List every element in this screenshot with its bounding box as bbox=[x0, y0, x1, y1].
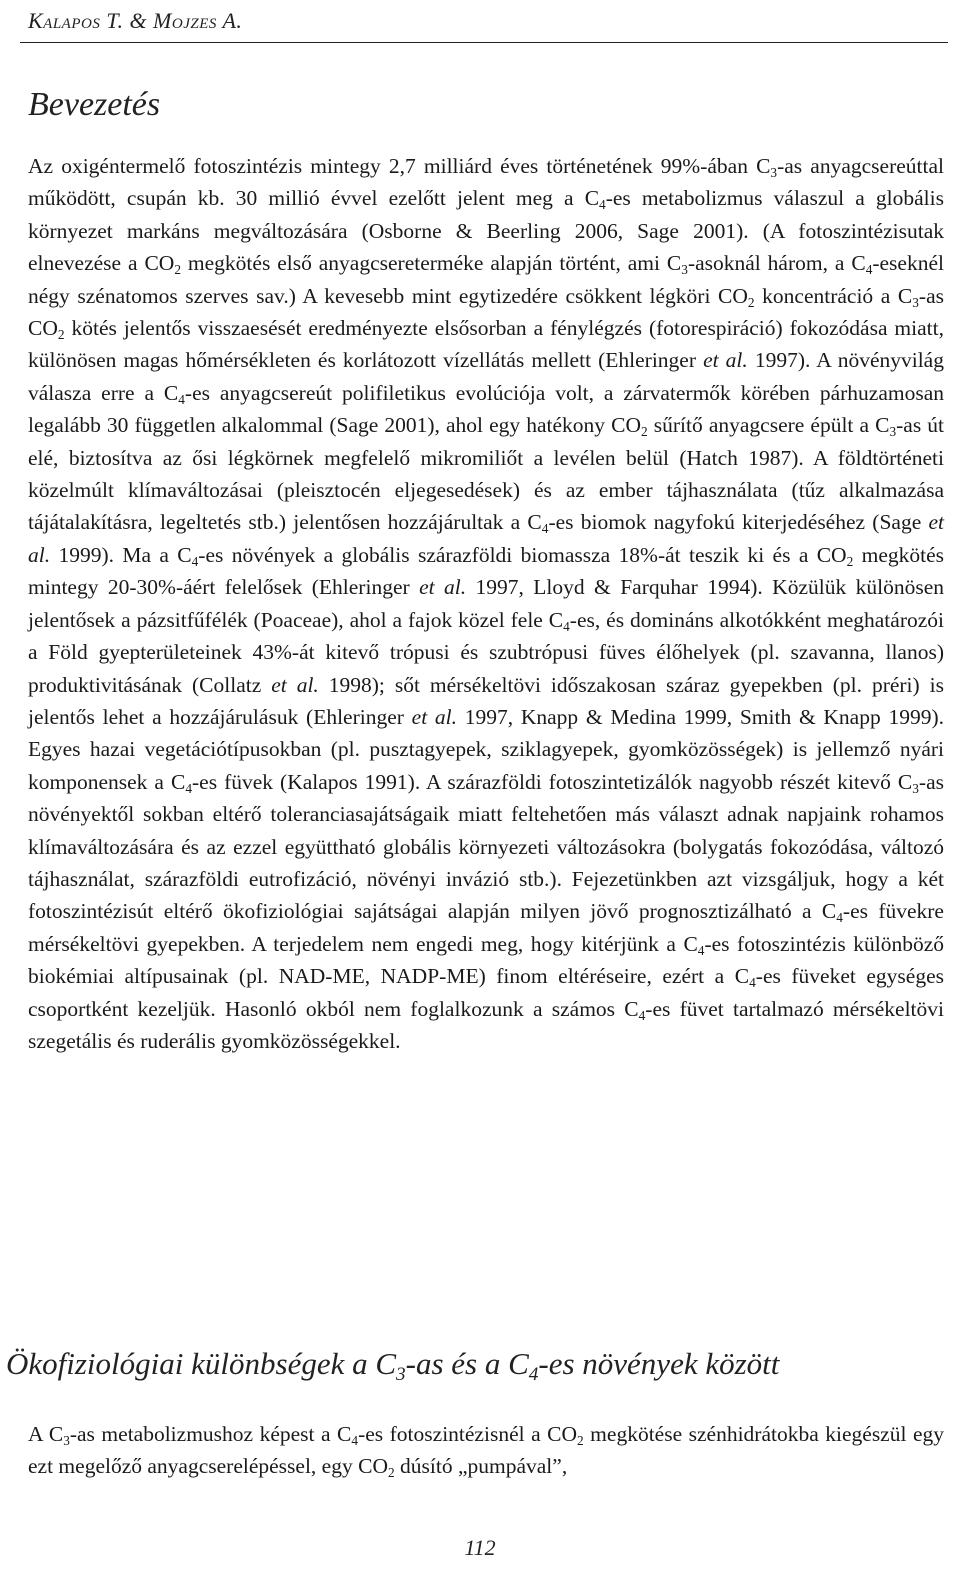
text-run: -es fotoszintézisnél a CO bbox=[358, 1422, 577, 1446]
text-run: -es füvekre mérsékeltövi gyepekben. A terjedelem nem engedi meg, hogy kitérjünk a C bbox=[28, 899, 944, 956]
subscript: 3 bbox=[770, 164, 778, 180]
text-run: -es füveket egységes csoportként kezeljük. Hasonló okból nem foglalkozunk a számos C bbox=[28, 964, 944, 1021]
subscript: 4 bbox=[749, 975, 756, 991]
italic-citation: et al. bbox=[271, 672, 319, 697]
text-run: Ökofiziológiai különbségek a C bbox=[6, 1346, 397, 1381]
subscript: 4 bbox=[185, 780, 192, 796]
italic-citation: et al. bbox=[419, 575, 467, 600]
text-run: -es növények között bbox=[538, 1346, 780, 1381]
text-run: -es füvet tartalmazó mérsékeltövi szegetális és ruderális gyomközösségekkel. bbox=[28, 996, 944, 1053]
text-run: -es biomok nagyfokú kiterjedéséhez (Sage bbox=[548, 510, 929, 535]
text-run: -as anyagcsereúttal működött, csupán kb. 30 millió évvel ezelőtt jelent meg a C bbox=[28, 154, 944, 211]
subscript: 2 bbox=[387, 1465, 395, 1481]
text-run: -es növények a globális szárazföldi biomassza 18%-át teszik ki és a CO bbox=[198, 542, 847, 567]
subscript: 2 bbox=[641, 424, 648, 440]
text-run: kötés jelentős visszaesését eredményezte elsősorban a fénylégzés (fotorespiráció) fokozódása miatt, különösen magas hőmérsékleten és korlátozott vízellátás mellett (Ehleringer bbox=[28, 316, 944, 373]
text-run: Az oxigéntermelő fotoszintézis mintegy 2,7 milliárd éves történetének 99%-ában C bbox=[28, 154, 771, 178]
subscript: 4 bbox=[836, 910, 843, 926]
subscript: 4 bbox=[178, 391, 185, 407]
subscript: 3 bbox=[63, 1432, 70, 1448]
subscript: 2 bbox=[174, 262, 181, 278]
subscript: 3 bbox=[912, 780, 919, 796]
subscript: 2 bbox=[57, 327, 65, 343]
subscript: 3 bbox=[889, 424, 897, 440]
running-header: Kalapos T. & Mojzes A. bbox=[28, 8, 243, 33]
subscript: 2 bbox=[846, 553, 854, 569]
text-run: -as metabolizmushoz képest a C bbox=[69, 1422, 352, 1446]
subscript: 4 bbox=[351, 1432, 359, 1448]
text-run: megkötés mintegy 20-30%-áért felelősek (Ehleringer bbox=[28, 542, 945, 600]
text-run: -es füvek (Kalapos 1991). A szárazföldi fotoszintetizálók nagyobb részét kitevő C bbox=[192, 769, 913, 794]
text-run: A C bbox=[28, 1422, 64, 1446]
page-number: 112 bbox=[464, 1535, 496, 1560]
text-run: -as növényektől sokban eltérő toleranciasajátságaik miatt feltehetően más választ adnak napjaink rohamos klímaváltozására és az ezzel együttható globális környezeti változásokra (bolygatás fokozódása, változó tájhasználat, szárazföldi eutrofizáció, növényi invázió stb.). Fejezetünkben azt vizsgáljuk, hogy a két fotoszintézisút eltérő ökofiziológiai sajátságai alapján milyen jövő prognosztizálható a C bbox=[28, 769, 944, 924]
text-run: -es, és domináns alkotókként meghatározói a Föld gyepterületeinek 43%-át kitevő trópusi és szubtrópusi füves élőhelyek (pl. szavanna, llanos) produktivitásának (Collatz bbox=[28, 607, 945, 697]
subscript: 4 bbox=[865, 262, 873, 278]
text-run: -as CO bbox=[28, 283, 944, 341]
subscript: 3 bbox=[396, 1363, 406, 1385]
text-run: -as út elé, biztosítva az ősi légkörnek megfelelő mikromiliőt a levélen belül (Hatch 1987). A földtörténeti közelmúlt klímaváltozásai (pleisztocén eljegesedések) és az ember tájhasználata (tűz alkalmazása tájátalakításra, legeltetés stb.) jelentősen hozzájárultak a C bbox=[28, 413, 945, 535]
subscript: 2 bbox=[577, 1432, 584, 1448]
subscript: 4 bbox=[541, 521, 549, 537]
text-run: 1998); sőt mérsékeltövi időszakosan száraz gyepekben (pl. préri) is jelentős lehet a hozzájárulásuk (Ehleringer bbox=[28, 672, 944, 729]
text-run: sűrítő anyagcsere épült a C bbox=[647, 413, 890, 438]
text-run: 1997, Lloyd & Farquhar 1994). Közülük különösen jelentősek a pázsitfűfélék (Poaceae), ahol a fajok közel fele C bbox=[28, 575, 945, 632]
header-rule bbox=[20, 42, 948, 43]
text-run: 1999). Ma a C bbox=[50, 542, 192, 567]
subscript: 4 bbox=[599, 197, 606, 213]
text-run: 1997, Knapp & Medina 1999, Smith & Knapp 1999). Egyes hazai vegetációtípusokban (pl. pusztagyepek, sziklagyepek, gyomközösségek) is jellemző nyári komponensek a C bbox=[28, 704, 944, 794]
subscript: 2 bbox=[747, 294, 755, 310]
subscript: 4 bbox=[638, 1007, 646, 1023]
text-run: -as és a C bbox=[405, 1346, 529, 1381]
intro-paragraph bbox=[28, 150, 944, 1057]
text-run: dúsító „pumpával”, bbox=[394, 1454, 568, 1479]
italic-citation: et al. bbox=[411, 704, 458, 729]
text-run: koncentráció a C bbox=[754, 283, 913, 308]
subscript: 4 bbox=[697, 942, 705, 958]
italic-citation: et al. bbox=[28, 510, 945, 567]
text-run: -asoknál három, a C bbox=[687, 251, 866, 276]
text-run: -eseknél négy szénatomos szerves sav.) A kevesebb mint egytizedére csökkent légköri CO bbox=[28, 251, 944, 308]
italic-citation: et al. bbox=[703, 348, 748, 373]
subscript: 3 bbox=[912, 294, 919, 310]
text-run: megkötés első anyagcsereterméke alapján történt, ami C bbox=[181, 251, 682, 276]
text-run: -es fotoszintézis különböző biokémiai altípusainak (pl. NAD-ME, NADP-ME) finom eltéréseire, ezért a C bbox=[28, 931, 944, 989]
text-run: -es anyagcsereút polifiletikus evolúciója volt, a zárvatermők körében párhuzamosan legalább 30 független alkalommal (Sage 2001), ahol egy hatékony CO bbox=[28, 380, 944, 438]
subscript: 3 bbox=[681, 262, 688, 278]
section-heading-introduction: Bevezetés bbox=[28, 86, 161, 123]
subscript: 4 bbox=[191, 553, 199, 569]
section-heading-ecophysiology bbox=[6, 1346, 946, 1385]
subscript: 4 bbox=[563, 618, 570, 634]
ecophysiology-paragraph bbox=[28, 1418, 944, 1483]
text-run: -es metabolizmus válaszul a globális környezet markáns megváltozására (Osborne & Beerling 2006, Sage 2001). (A fotoszintézisutak elnevezése a CO bbox=[28, 186, 944, 276]
subscript: 4 bbox=[528, 1363, 539, 1385]
text-run: megkötése szénhidrátokba kiegészül egy ezt megelőző anyagcserelépéssel, egy CO bbox=[28, 1422, 944, 1479]
text-run: 1997). A növényvilág válasza erre a C bbox=[28, 348, 944, 405]
